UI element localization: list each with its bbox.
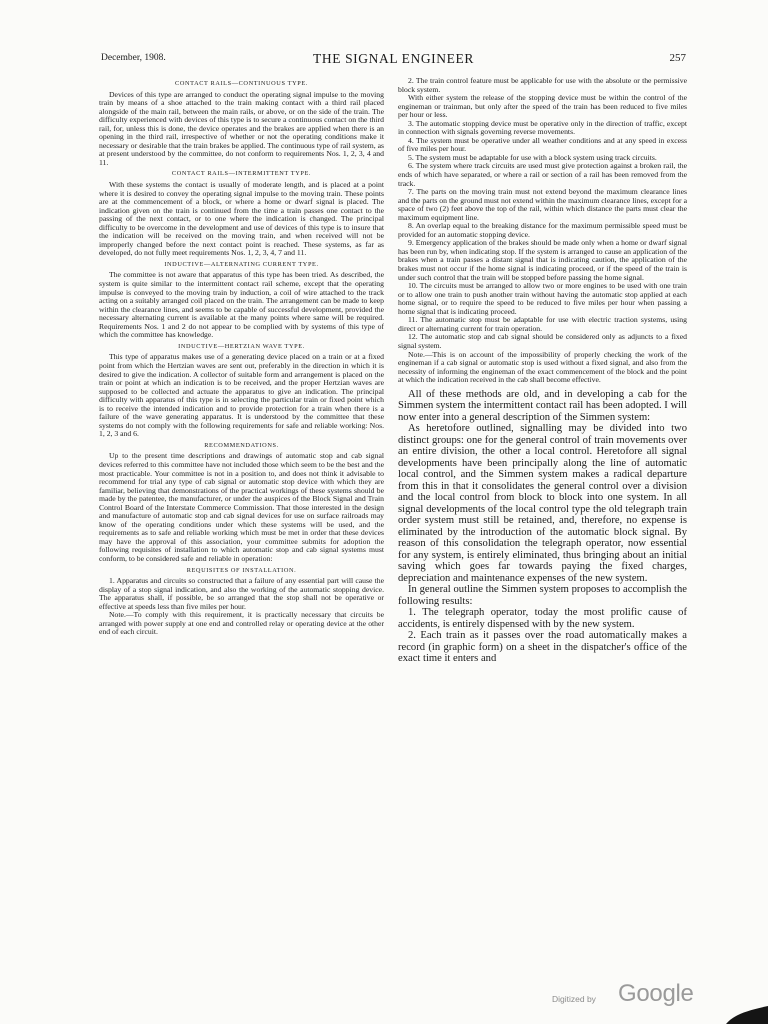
body-paragraph: 10. The circuits must be arranged to allow two or more engines to be used with one train or to allow one train to push another train without having the automatic stop applied at each home signal, or to require the speed to be reduced to five miles per hour when passing a home signal that is indicating proceed. bbox=[398, 281, 687, 316]
body-paragraph: All of these methods are old, and in developing a cab for the Simmen system the intermittent contact rail has been adopted. I will now enter into a general description of the Simmen system: bbox=[398, 388, 687, 423]
body-paragraph: Up to the present time descriptions and drawings of automatic stop and cab signal devices referred to this committee have not included those which seem to be the best and the most practicable. Your committee is not in a position to, and does not think it advisable to recommend for trial any type of cab signal or automatic stop device with which they are familiar, believing that demonstrations of the practical workings of these systems should be made by the patentee, the manufacturer, or under the auspices of the Block Signal and Train Control Board of the Interstate Commerce Commission. That those interested in the design and manufacture of automatic stop and cab signal devices for use on surface railroads may know of the operating conditions under which these systems will be used, and the requirements as to safe and reliable working which must be met in order that these devices may have the approval of this association, your committee submits for adoption the following requisites of installation to which automatic stop and cab signal systems must conform, to be considered safe and reliable in operation: bbox=[99, 451, 384, 563]
body-paragraph: 8. An overlap equal to the breaking distance for the maximum permissible speed must be provided for an automatic stopping device. bbox=[398, 221, 687, 239]
body-paragraph: In general outline the Simmen system proposes to accomplish the following results: bbox=[398, 584, 687, 607]
body-paragraph: Devices of this type are arranged to conduct the operating signal impulse to the moving train by means of a shoe attached to the train making contact with a third rail placed alongside of the main rail, between the main rails, or above, or on the side of the train. The difficulty experienced with devices of this type is to secure a continuous contact on the third rail, for, unless this is done, the device operates and the brakes are applied when there is an opening in the third rail, irrespective of whether or not the operating conditions make it necessary or desirable that the train brakes be applied. The continuous type of rail system, as at present understood by the committee, do not conform to requirements Nos. 1, 2, 3, 4 and 11. bbox=[99, 89, 384, 167]
left-column bbox=[99, 77, 384, 637]
section-heading: REQUISITES OF INSTALLATION. bbox=[186, 566, 297, 574]
google-logo: Google bbox=[618, 980, 694, 1007]
body-paragraph: 1. The telegraph operator, today the most prolific cause of accidents, is entirely dispensed with by the new system. bbox=[398, 607, 687, 630]
section-heading: INDUCTIVE—HERTZIAN WAVE TYPE. bbox=[178, 342, 305, 350]
body-paragraph: With either system the release of the stopping device must be within the control of the engineman or trainman, but only after the speed of the train has been reduced to five miles per hour or less. bbox=[398, 93, 687, 120]
digitized-by-label: Digitized by bbox=[552, 994, 596, 1004]
body-paragraph: 4. The system must be operative under all weather conditions and at any speed in excess of five miles per hour. bbox=[398, 135, 687, 154]
google-watermark bbox=[552, 980, 702, 1008]
body-paragraph: With these systems the contact is usually of moderate length, and is placed at a point where it is desired to convey the operating signal impulse to the moving train. These points are at the commencement of a block, or where a home or dwarf signal is placed. The indication given on the train is continued from the time a train passes one contact to the passing of the next contact, or to one where the indication is changed. The principal difficulty to be overcome in the development and use of devices of this type is to insure that the indication will be received on the moving train, and when received will not be improperly changed before the next contact point is reached. These systems, as far as developed, do not fully meet requirements Nos. 1, 2, 3, 4, 7 and 11. bbox=[99, 180, 384, 258]
body-paragraph: 3. The automatic stopping device must be operative only in the direction of traffic, except in connection with signals governing reverse movements. bbox=[398, 118, 687, 137]
page-number: 257 bbox=[669, 52, 686, 64]
body-paragraph: Note.—This is on account of the impossibility of properly checking the work of the engineman if a cab signal or automatic stop is used without a fixed signal, and also from the necessity of informing the engineman of the exact commencement of the block and the point at which the indication received in the cab shall become effective. bbox=[398, 349, 687, 385]
right-column bbox=[398, 77, 687, 665]
body-paragraph: Note.—To comply with this requirement, it is practically necessary that circuits be arranged with power supply at one end and controlled relay or operating device at the other end of each circuit. bbox=[99, 610, 384, 637]
section-heading: CONTACT RAILS—CONTINUOUS TYPE. bbox=[175, 80, 308, 87]
body-paragraph: 9. Emergency application of the brakes should be made only when a home or dwarf signal has been run by, when indicating stop. If the system is arranged to cause an application of the brakes when a train passes a distant signal that is indicating caution, the application of the brakes must not occur if the home signal is indicating proceed, or if the speed of the train is under such control that the train will be stopped before passing the home signal. bbox=[398, 238, 687, 282]
body-paragraph: 7. The parts on the moving train must not extend beyond the maximum clearance lines and the parts on the ground must not extend within the maximum clearance lines, except for a space of two (2) feet above the top of the rail, within which distance the parts must clear the maximum equipment line. bbox=[398, 187, 687, 222]
body-paragraph: The committee is not aware that apparatus of this type has been tried. As described, the system is quite similar to the intermittent contact rail scheme, except that the operating impulse is conveyed to the moving train by induction, a coil of wire attached to the track acting on a suitably arranged coil placed on the train. The arrangement can be made to keep within the clearance lines, and seems to be capable of successful development, provided the necessary alternating current is available at the many points where same will be required. Requirements Nos. 1 and 2 do not appear to be complied with by systems of this type of which the committee has knowledge. bbox=[99, 270, 384, 340]
journal-title: THE SIGNAL ENGINEER bbox=[313, 51, 474, 66]
page-corner-shadow bbox=[720, 996, 768, 1024]
body-paragraph: 12. The automatic stop and cab signal should be considered only as adjuncts to a fixed signal system. bbox=[398, 332, 687, 350]
body-paragraph: 6. The system where track circuits are used must give protection against a broken rail, the ends of which have separated, or where a rail or section of a rail has been removed from the track. bbox=[398, 161, 687, 188]
body-paragraph: 2. Each train as it passes over the road automatically makes a record (in graphic form) on a sheet in the dispatcher's office of the exact time it enters and bbox=[398, 630, 687, 665]
issue-date: December, 1908. bbox=[101, 53, 166, 63]
section-heading: INDUCTIVE—ALTERNATING CURRENT TYPE. bbox=[164, 260, 319, 268]
body-paragraph: As heretofore outlined, signalling may be divided into two distinct groups: one for the general control of train movements over an entire division, the other a local control. Heretofore all signal developments have been principally along the line of automatic local control, and the Simmen system makes a radical departure from this in that it consolidates the general control over a division and the local control from block to block into one system. In all signal developments of the local control type the old telegraph train order system must still be retained, and, therefore, no expense is eliminated by the introduction of the automatic block signal. By reason of this consolidation the telegraph operator, now essential for any system, is entirely eliminated, thus bringing about an initial saving which goes far towards paying the fixed charges, depreciation and maintenance expenses of the new system. bbox=[398, 423, 687, 584]
body-paragraph: 1. Apparatus and circuits so constructed that a failure of any essential part will cause the display of a stop signal indication, and also the working of the automatic stopping device. The apparatus shall, if possible, be so arranged that the stop shall not be operative or effective at speeds less than five miles per hour. bbox=[99, 576, 384, 611]
section-heading: RECOMMENDATIONS. bbox=[204, 441, 279, 449]
body-paragraph: 5. The system must be adaptable for use with a block system using track circuits. bbox=[408, 152, 657, 162]
section-heading: CONTACT RAILS—INTERMITTENT TYPE. bbox=[171, 170, 312, 178]
body-paragraph: 11. The automatic stop must be adaptable for use with electric traction systems, using direct or alternating current for train operation. bbox=[398, 315, 687, 333]
body-paragraph: This type of apparatus makes use of a generating device placed on a train or at a fixed point from which the Hertzian waves are sent out, preferably in the direction in which it is desired to give the indication. A collector of suitable form and arrangement is placed on the train or point at which an indication is to be received, and the proper Hertzian waves are supposed to be collected and actuate the apparatus to give an indication. The principal difficulty with apparatus of this type is in selecting the particular train or fixed point which is to receive the intended indication and to provide protection for a train when there is a failure of the wave generating apparatus. It is understood by the committee that these systems do not comply with the following requirements for safe and reliable working: Nos. 1, 2, 3 and 6. bbox=[99, 352, 384, 439]
body-paragraph: 2. The train control feature must be applicable for use with the absolute or the permissive block system. bbox=[398, 76, 687, 94]
page-header bbox=[101, 51, 686, 67]
